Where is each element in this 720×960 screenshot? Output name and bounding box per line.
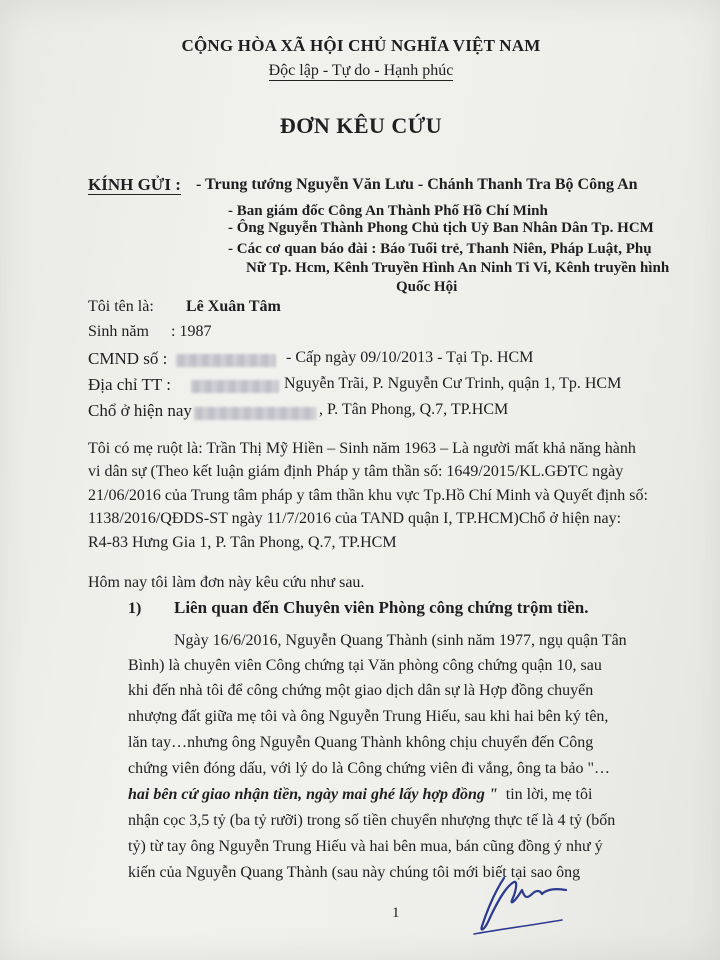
mother-line: Tôi có mẹ ruột là: Trần Thị Mỹ Hiền – Sinh năm 1963 – Là người mất khả năng hành [88, 440, 636, 457]
body-line: chứng viên đóng dấu, với lý do là Công chứng viên đi vắng, ông ta bảo "… [128, 760, 611, 777]
body-line: tỷ) từ tay ông Nguyễn Trung Hiếu và hai bên mua, bán cũng đồng ý như ý [128, 838, 603, 855]
recipient-item: Nữ Tp. Hcm, Kênh Truyền Hình An Ninh Ti Vi, Kênh truyền hình [246, 260, 670, 276]
recipients-label [88, 175, 181, 195]
intro-line: Hôm nay tôi làm đơn này kêu cứu như sau. [88, 574, 365, 591]
recipient-item: - Các cơ quan báo đài : Báo Tuổi trẻ, Thanh Niên, Pháp Luật, Phụ [228, 241, 652, 257]
birth-value: : 1987 [171, 323, 212, 340]
section-number: 1) [128, 600, 142, 617]
current-address-value: , P. Tân Phong, Q.7, TP.HCM [319, 401, 509, 418]
body-line: nhận cọc 3,5 tỷ (ba tỷ rưỡi) trong số tiền chuyển nhượng thực tế là 4 tỷ (bốn [128, 812, 616, 829]
body-line: Bình) là chuyên viên Công chứng tại Văn phòng công chứng quận 10, sau [128, 657, 602, 674]
recipient-item: - Ban giám đốc Công An Thành Phố Hồ Chí Minh [228, 203, 548, 219]
body-line: kiến của Nguyễn Quang Thành (sau này chúng tôi mới biết tại sao ông [128, 864, 581, 881]
nation-heading: CỘNG HÒA XÃ HỘI CHỦ NGHĨA VIỆT NAM [181, 36, 541, 55]
redacted-current-address [194, 404, 316, 422]
redacted-address [191, 377, 279, 395]
section-heading: Liên quan đến Chuyên viên Phòng công chứng trộm tiền. [174, 598, 589, 617]
quoted-text: hai bên cứ giao nhận tiền, ngày mai ghé lấy hợp đồng " [128, 786, 498, 803]
body-line: Ngày 16/6/2016, Nguyễn Quang Thành (sinh năm 1977, ngụ quận Tân [174, 632, 627, 649]
body-line: khi đến nhà tôi để công chứng một giao dịch dân sự là Hợp đồng chuyển [128, 682, 594, 699]
body-line-quote [128, 786, 592, 804]
id-label: CMND số : [88, 349, 168, 368]
redacted-id [176, 351, 276, 369]
recipient-item: - Trung tướng Nguyễn Văn Lưu - Chánh Thanh Tra Bộ Công An [196, 176, 638, 193]
recipient-item: Quốc Hội [396, 279, 458, 295]
mother-line: vi dân sự (Theo kết luận giám định Pháp y tâm thần số: 1649/2015/KL.GĐTC ngày [88, 463, 624, 480]
id-issue: - Cấp ngày 09/10/2013 - Tại Tp. HCM [286, 349, 534, 366]
document-title: ĐƠN KÊU CỨU [279, 113, 443, 138]
address-value: Nguyễn Trãi, P. Nguyễn Cư Trinh, quận 1, Tp. HCM [284, 375, 622, 392]
mother-line: R4-83 Hưng Gia 1, P. Tân Phong, Q.7, TP.HCM [88, 534, 397, 551]
motto-text: Độc lập - Tự do - Hạnh phúc [268, 62, 454, 79]
address-label: Địa chỉ TT : [88, 375, 171, 394]
page-number: 1 [392, 905, 400, 921]
birth-label: Sinh năm [88, 323, 149, 340]
body-line: nhượng đất giữa mẹ tôi và ông Nguyễn Trung Hiếu, sau khi hai bên ký tên, [128, 708, 609, 725]
name-value: Lê Xuân Tâm [186, 298, 281, 315]
quoted-text-tail: tin lời, mẹ tôi [505, 786, 593, 803]
name-label: Tôi tên là: [88, 298, 154, 315]
motto [0, 62, 720, 80]
mother-line: 1138/2016/QĐDS-ST ngày 11/7/2016 của TAND quận I, TP.HCM)Chổ ở hiện nay: [88, 510, 622, 527]
recipients-label-text: KÍNH GỬI : [88, 175, 181, 194]
current-address-label: Chổ ở hiện nay [88, 401, 192, 420]
recipient-item: - Ông Nguyễn Thành Phong Chủ tịch Uỷ Ban Nhân Dân Tp. HCM [228, 220, 654, 236]
signature-icon [466, 860, 576, 940]
mother-line: 21/06/2016 của Trung tâm pháp y tâm thần khu vực Tp.Hồ Chí Minh và Quyết định số: [88, 487, 648, 504]
body-line: lăn tay…nhưng ông Nguyễn Quang Thành không chịu chuyển đến Công [128, 734, 594, 751]
